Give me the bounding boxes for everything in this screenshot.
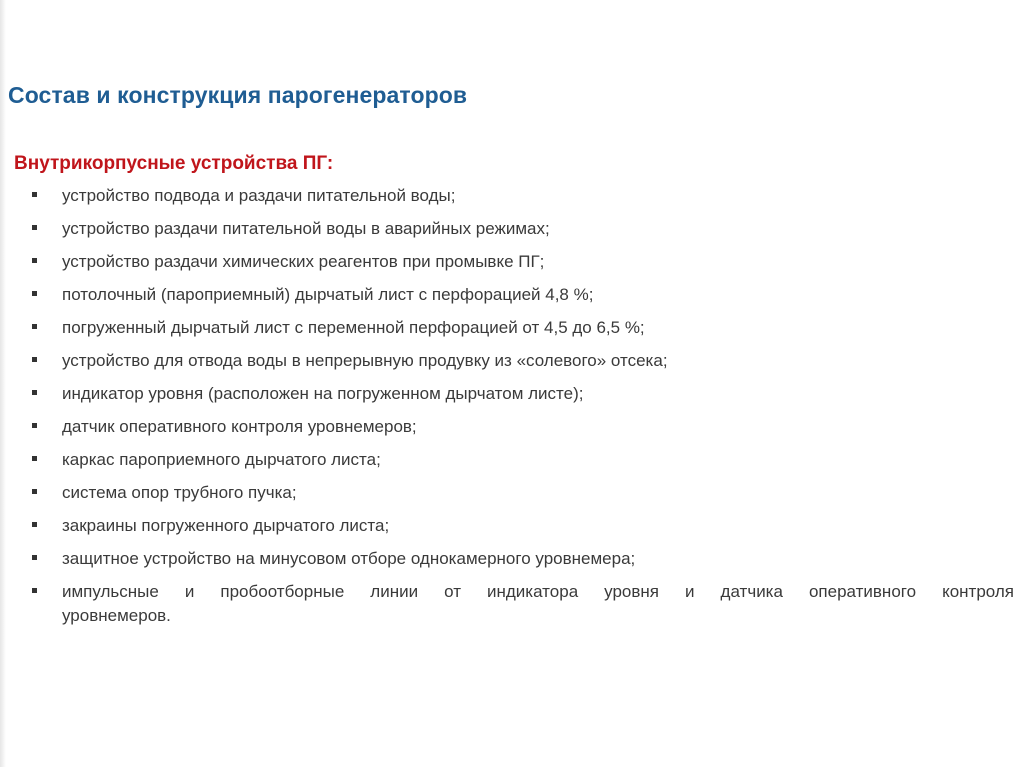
bullet-list — [30, 184, 1014, 637]
square-bullet-icon — [30, 514, 62, 536]
list-item-text: закраины погруженного дырчатого листа; — [62, 516, 390, 535]
square-bullet-icon — [30, 382, 62, 404]
list-item — [30, 349, 1014, 373]
list-item-text: погруженный дырчатый лист с переменной перфорацией от 4,5 до 6,5 %; — [62, 318, 645, 337]
list-item — [30, 481, 1014, 505]
list-item — [30, 316, 1014, 340]
square-bullet-icon — [30, 184, 62, 206]
square-bullet-icon — [30, 283, 62, 305]
square-bullet-icon — [30, 316, 62, 338]
list-item — [30, 283, 1014, 307]
list-item-text-line-1: импульсные и пробоотборные линии от индикатора уровня и датчика оперативного контроля — [62, 582, 1014, 601]
slide-title: Состав и конструкция парогенераторов — [8, 82, 468, 108]
list-item-text: система опор трубного пучка; — [62, 483, 297, 502]
square-bullet-icon — [30, 217, 62, 239]
slide-edge-shadow — [0, 0, 6, 767]
list-item-text-line-2: уровнемеров. — [62, 606, 171, 625]
list-item — [30, 514, 1014, 538]
square-bullet-icon — [30, 415, 62, 437]
square-bullet-icon — [30, 250, 62, 272]
list-item-text: защитное устройство на минусовом отборе однокамерного уровнемера; — [62, 549, 636, 568]
list-item-text: устройство подвода и раздачи питательной воды; — [62, 186, 456, 205]
list-item-text: устройство для отвода воды в непрерывную продувку из «солевого» отсека; — [62, 351, 668, 370]
list-item-text-multiline — [62, 580, 1014, 628]
square-bullet-icon — [30, 481, 62, 503]
list-item-text: потолочный (пароприемный) дырчатый лист с перфорацией 4,8 %; — [62, 285, 594, 304]
list-item-text: устройство раздачи химических реагентов при промывке ПГ; — [62, 252, 545, 271]
list-item-text: каркас пароприемного дырчатого листа; — [62, 450, 381, 469]
list-item — [30, 448, 1014, 472]
list-item-text: устройство раздачи питательной воды в аварийных режимах; — [62, 219, 550, 238]
list-item — [30, 382, 1014, 406]
list-item-text: индикатор уровня (расположен на погруженном дырчатом листе); — [62, 384, 584, 403]
list-item — [30, 184, 1014, 208]
list-item — [30, 415, 1014, 439]
square-bullet-icon — [30, 448, 62, 470]
list-item — [30, 250, 1014, 274]
section-subtitle: Внутрикорпусные устройства ПГ: — [14, 153, 334, 174]
square-bullet-icon — [30, 547, 62, 569]
list-item — [30, 217, 1014, 241]
square-bullet-icon — [30, 349, 62, 371]
list-item-text: датчик оперативного контроля уровнемеров; — [62, 417, 417, 436]
list-item — [30, 547, 1014, 571]
list-item — [30, 580, 1014, 628]
square-bullet-icon — [30, 580, 62, 602]
